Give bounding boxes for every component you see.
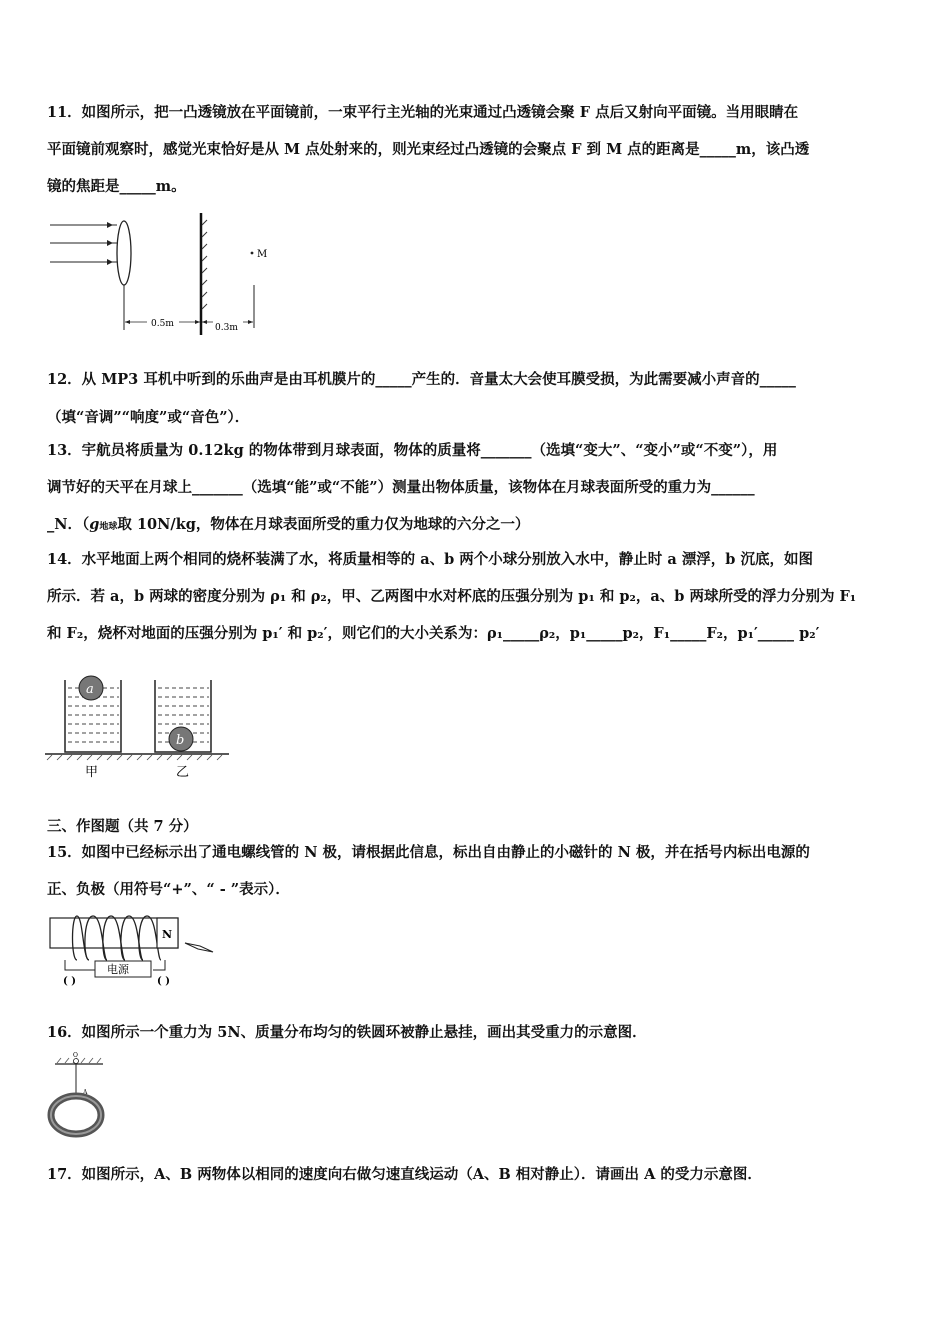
label-jia: 甲	[85, 765, 99, 780]
ball-a-label: a	[86, 682, 94, 697]
compass-needle	[185, 943, 213, 952]
section-3-title: 三、作图题（共 7 分）	[47, 818, 198, 835]
q13-line-1: 13．宇航员将质量为 0.12kg 的物体带到月球表面，物体的质量将_______（选填“变大”、“变小”或“不变”），用	[47, 442, 778, 459]
q11-line-2: 平面镜前观察时，感觉光束恰好是从 M 点处射来的，则光束经过凸透镜的会聚点 F 到 M 点的距离是_____m，该凸透	[47, 141, 810, 158]
power-source-label: 电源	[107, 963, 129, 976]
q11-line-1: 11．如图所示，把一凸透镜放在平面镜前，一束平行主光轴的光束通过凸透镜会聚 F 点后又射向平面镜。当用眼睛在	[47, 104, 799, 121]
solenoid-n-label: N	[162, 928, 173, 941]
ball-b-label: b	[176, 733, 185, 748]
paren-left: ( )	[63, 976, 76, 987]
label-yi: 乙	[176, 765, 190, 780]
solenoid-figure	[45, 908, 220, 988]
iron-ring-figure	[45, 1052, 115, 1142]
label-o: O	[73, 1052, 78, 1059]
q12-line-2: （填“音调”“响度”或“音色”）．	[47, 409, 250, 426]
q17-line-1: 17．如图所示，A、B 两物体以相同的速度向右做匀速直线运动（A、B 相对静止）．请画出 A 的受力示意图．	[47, 1166, 762, 1183]
label-m: M	[257, 249, 268, 260]
q13-line-3: _N．（g地球取 10N/kg，物体在月球表面所受的重力仅为地球的六分之一）	[47, 516, 530, 533]
paren-right: ( )	[157, 976, 170, 987]
distance-0-5m: 0.5m	[151, 319, 174, 329]
q14-line-1: 14．水平地面上两个相同的烧杯装满了水，将质量相等的 a、b 两个小球分别放入水中，静止时 a 漂浮，b 沉底，如图	[47, 551, 813, 568]
lens-mirror-figure	[45, 210, 285, 340]
q15-line-1: 15．如图中已经标示出了通电螺线管的 N 极，请根据此信息，标出自由静止的小磁针的 N 极，并在括号内标出电源的	[47, 844, 810, 861]
distance-0-3m: 0.3m	[215, 323, 238, 333]
q14-line-2: 所示．若 a，b 两球的密度分别为 ρ₁ 和 ρ₂，甲、乙两图中水对杯底的压强分别为 p₁ 和 p₂，a、b 两球所受的浮力分别为 F₁	[47, 588, 857, 605]
q12-line-1: 12．从 MP3 耳机中听到的乐曲声是由耳机膜片的_____产生的．音量太大会使耳膜受损，为此需要减小声音的_____	[47, 371, 796, 388]
beakers-figure	[43, 672, 233, 782]
q14-line-3: 和 F₂，烧杯对地面的压强分别为 p₁′ 和 p₂′，则它们的大小关系为：ρ₁_____ρ₂，p₁_____p₂，F₁_____F₂，p₁′_____ p₂′	[47, 625, 820, 642]
point-m	[251, 252, 254, 255]
q13-line-2: 调节好的天平在月球上_______（选填“能”或“不能”）测量出物体质量，该物体在月球表面所受的重力为______	[47, 479, 755, 496]
q15-line-2: 正、负极（用符号“+”、“ - ”表示）．	[47, 881, 290, 898]
q16-line-1: 16．如图所示一个重力为 5N、质量分布均匀的铁圆环被静止悬挂，画出其受重力的示意图．	[47, 1024, 647, 1041]
label-a: A	[83, 1089, 88, 1096]
q11-line-3: 镜的焦距是_____m。	[47, 178, 186, 195]
